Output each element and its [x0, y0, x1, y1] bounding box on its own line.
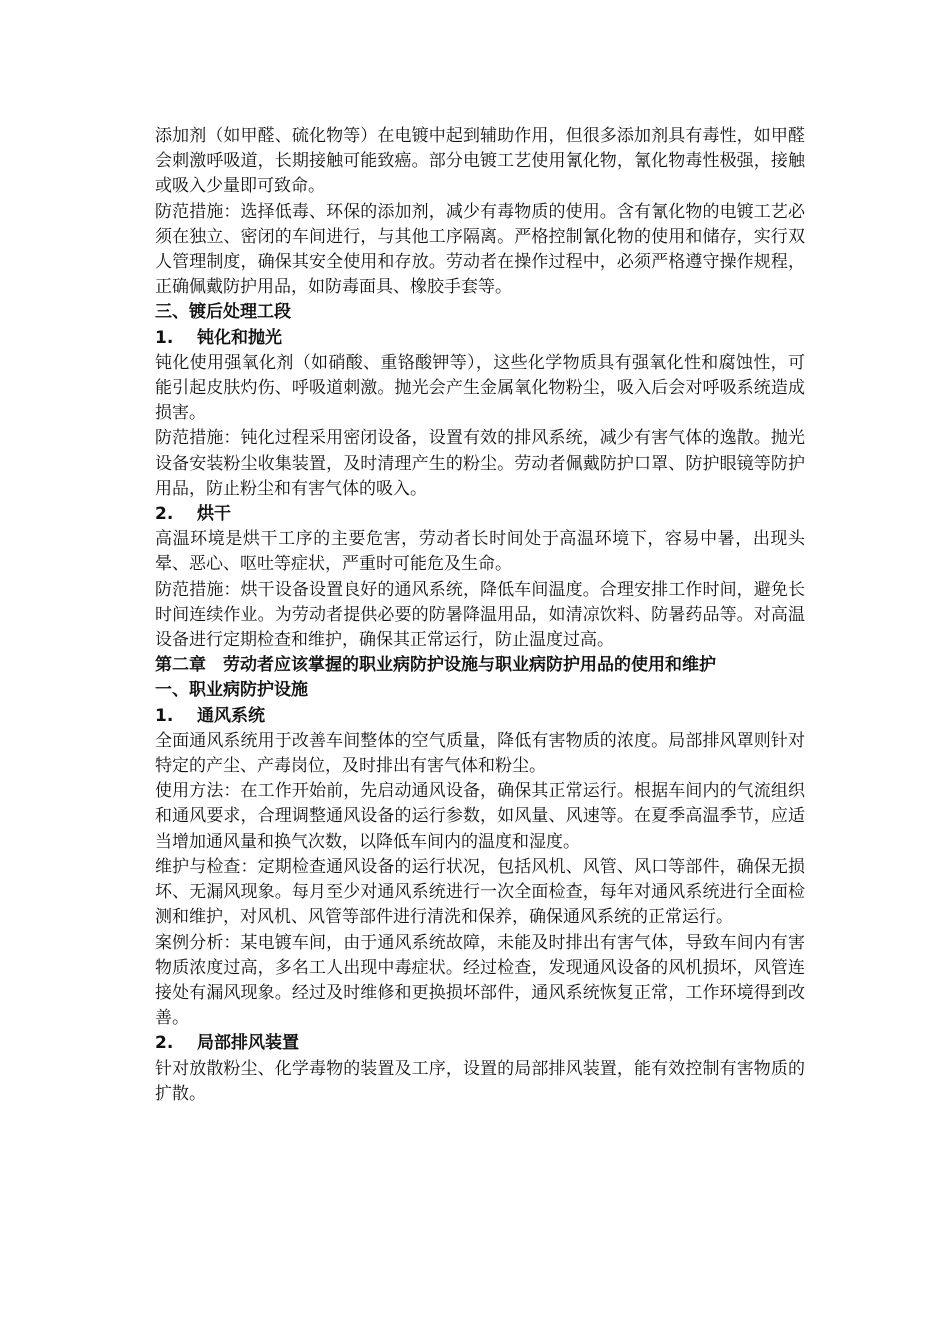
- paragraph-ventilation-maintenance: 维护与检查：定期检查通风设备的运行状况，包括风机、风管、风口等部件，确保无损坏、无漏风现象。每月至少对通风系统进行一次全面检查，每年对通风系统进行全面检测和维护，对风机、风管等部件进行清洗和保养，确保通风系统的正常运行。: [155, 856, 805, 928]
- paragraph-case-analysis: 案例分析：某电镀车间，由于通风系统故障，未能及时排出有害气体，导致车间内有害物质浓度过高，多名工人出现中毒症状。经过检查，发现通风设备的风机损坏，风管连接处有漏风现象。经过及时维修和更换损坏部件，通风系统恢复正常，工作环境得到改善。: [155, 932, 805, 1029]
- subheading-text: 烘干: [197, 504, 231, 525]
- chapter-heading: 第二章 劳动者应该掌握的职业病防护设施与职业病防护用品的使用和维护: [155, 655, 716, 676]
- paragraph-ventilation: 全面通风系统用于改善车间整体的空气质量，降低有害物质的浓度。局部排风罩则针对特定的产尘、产毒岗位，及时排出有害气体和粉尘。: [155, 730, 805, 777]
- subheading-local-exhaust: [155, 1031, 805, 1056]
- subheading-text: 通风系统: [197, 705, 265, 726]
- paragraph-passivation-precautions: 防范措施：钝化过程采用密闭设备，设置有效的排风系统，减少有害气体的逸散。抛光设备安装粉尘收集装置，及时清理产生的粉尘。劳动者佩戴防护口罩、防护眼镜等防护用品，防止粉尘和有害气体的吸入。: [155, 428, 805, 499]
- section-heading-post-plating: 三、镀后处理工段: [155, 302, 291, 323]
- subheading-passivation: [155, 326, 805, 351]
- section-heading-protective-facilities: 一、职业病防护设施: [155, 680, 308, 701]
- subheading-number: 1.: [155, 705, 174, 726]
- subheading-ventilation: [155, 704, 805, 729]
- subheading-drying: [155, 502, 805, 527]
- paragraph-local-exhaust: 针对放散粉尘、化学毒物的装置及工序，设置的局部排风装置，能有效控制有害物质的扩散。: [155, 1058, 805, 1104]
- paragraph-additives: 添加剂（如甲醛、硫化物等）在电镀中起到辅助作用，但很多添加剂具有毒性，如甲醛会刺激呼吸道，长期接触可能致癌。部分电镀工艺使用氰化物，氰化物毒性极强，接触或吸入少量即可致命。: [155, 126, 805, 197]
- paragraph-drying: 高温环境是烘干工序的主要危害，劳动者长时间处于高温环境下，容易中暑，出现头晕、恶心、呕吐等症状，严重时可能危及生命。: [155, 529, 805, 575]
- subheading-text: 钝化和抛光: [197, 327, 282, 348]
- paragraph-drying-precautions: 防范措施：烘干设备设置良好的通风系统，降低车间温度。合理安排工作时间，避免长时间连续作业。为劳动者提供必要的防暑降温用品，如清凉饮料、防暑药品等。对高温设备进行定期检查和维护，确保其正常运行，防止温度过高。: [155, 579, 805, 651]
- paragraph-passivation: 钝化使用强氧化剂（如硝酸、重铬酸钾等），这些化学物质具有强氧化性和腐蚀性，可能引起皮肤灼伤、呼吸道刺激。抛光会产生金属氧化物粉尘，吸入后会对呼吸系统造成损害。: [155, 352, 805, 424]
- subheading-text: 局部排风装置: [197, 1033, 299, 1054]
- subheading-number: 2.: [155, 504, 174, 525]
- document-page: [155, 124, 805, 1107]
- subheading-number: 1.: [155, 327, 174, 348]
- subheading-number: 2.: [155, 1033, 174, 1054]
- paragraph-additive-precautions: 防范措施：选择低毒、环保的添加剂，减少有毒物质的使用。含有氰化物的电镀工艺必须在独立、密闭的车间进行，与其他工序隔离。严格控制氰化物的使用和储存，实行双人管理制度，确保其安全使用和存放。劳动者在操作过程中，必须严格遵守操作规程，正确佩戴防护用品，如防毒面具、橡胶手套等。: [155, 201, 805, 298]
- paragraph-ventilation-usage: 使用方法：在工作开始前，先启动通风设备，确保其正常运行。根据车间内的气流组织和通风要求，合理调整通风设备的运行参数，如风量、风速等。在夏季高温季节，应适当增加通风量和换气次数，以降低车间内的温度和湿度。: [155, 781, 805, 852]
